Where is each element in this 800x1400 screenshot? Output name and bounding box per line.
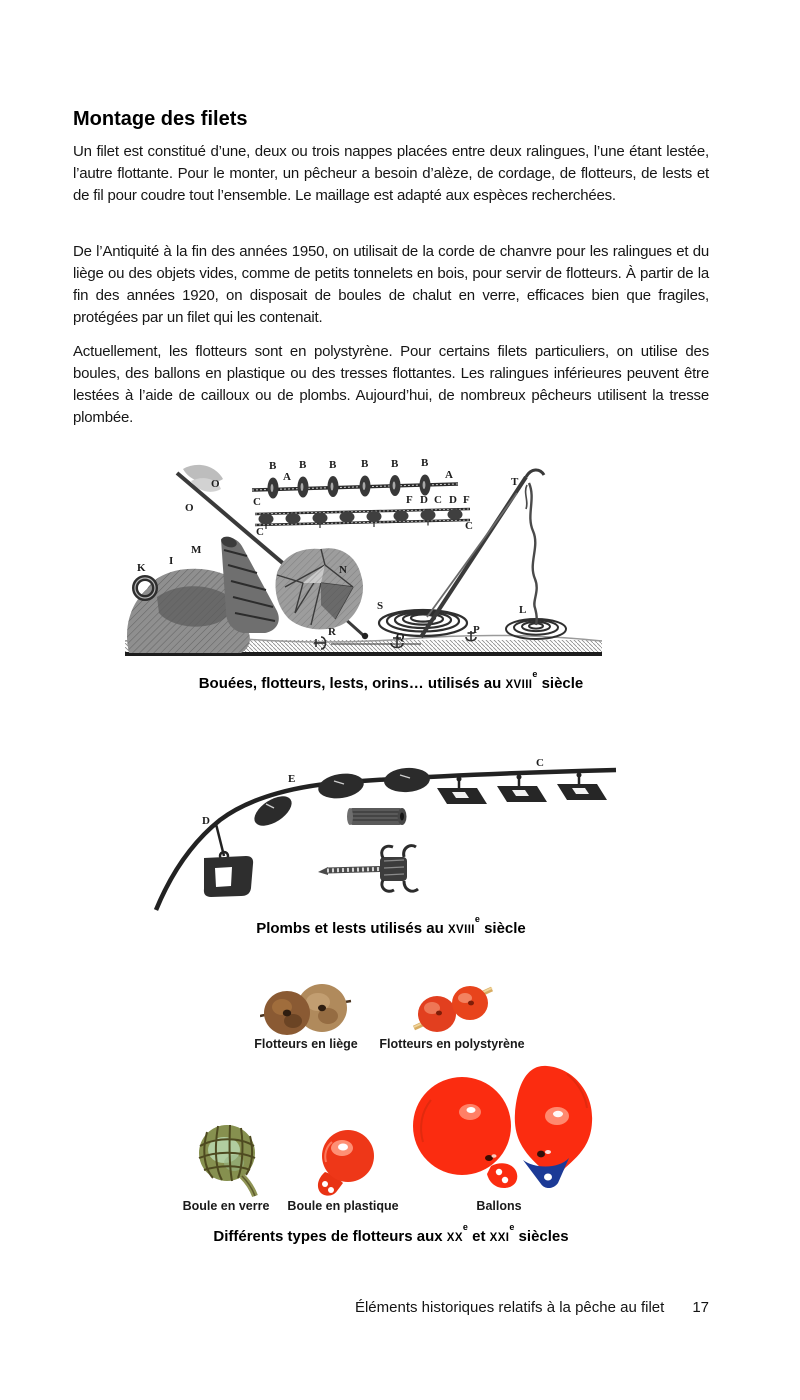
caption-weights-century: XVIII <box>447 924 475 936</box>
running-title: Éléments historiques relatifs à la pêche au filet <box>354 1299 665 1316</box>
polystyrene-floats-photo <box>412 984 494 1036</box>
engraving-letter: F <box>406 494 413 506</box>
engraving-letter: F <box>463 494 470 506</box>
engraving-letter: B <box>329 459 337 471</box>
engraving-letter: C <box>465 520 473 532</box>
engraving-letter: C <box>253 496 261 508</box>
engraving-letter: A <box>283 471 291 483</box>
engraving-letter: C <box>256 526 264 538</box>
engraving-letter: D <box>202 815 210 827</box>
engraving-buoys-figure <box>125 455 602 663</box>
engraving-letter: P <box>473 624 480 636</box>
engraving-letter: D <box>420 494 428 506</box>
caption-weights: Plombs et lests utilisés au XVIIIe siècle <box>256 914 526 937</box>
engraving-letter: I <box>169 555 174 567</box>
engraving-letter: O <box>211 478 220 490</box>
engraving-letter: C <box>434 494 442 506</box>
caption-float-types: Différents types de flotteurs aux XXe et XXIe siècles <box>213 1222 569 1245</box>
caption-float-types-text: Différents types de flotteurs aux <box>213 1228 447 1245</box>
page-footer <box>73 1299 709 1316</box>
engraving-letter: B <box>299 459 307 471</box>
plastic-ball-photo <box>312 1128 378 1198</box>
label-balloons: Ballons <box>476 1199 522 1213</box>
page-number: 17 <box>692 1299 709 1316</box>
engraving-letter: B <box>421 457 429 469</box>
engraving-buoys-image <box>125 455 602 663</box>
engraving-letter: C <box>536 757 544 769</box>
label-polystyrene-floats: Flotteurs en polystyrène <box>379 1037 525 1051</box>
engraving-letter: N <box>339 564 347 576</box>
paragraph-1: Un filet est constitué d’une, deux ou trois nappes placées entre deux ralingues, l’une étant lestée, l’autre flottante. Pour le monter, un pêcheur a besoin d’alèze, de cordage, de flotteurs, de lests et de fil pour coudre tout l’ensemble. Le maillage est adapté aux espèces recherchées. <box>73 143 709 204</box>
paragraph-2: De l’Antiquité à la fin des années 1950, on utilisait de la corde de chanvre pour les ralingues et du liège ou des objets vides, comme de petits tonnelets en bois, pour servir de flotteurs. À partir de la fin des années 1920, on disposait de boules de chalut en verre, efficaces bien que fragiles, protégées par un filet qui les contenait. <box>73 243 709 326</box>
engraving-letter: S <box>377 600 384 612</box>
page-title: Montage des filets <box>73 108 248 130</box>
engraving-letter: A <box>445 469 453 481</box>
caption-buoys-text: Bouées, flotteurs, lests, orins… utilisés au <box>198 675 506 692</box>
engraving-letter: L <box>519 604 527 616</box>
caption-buoys-century: XVIII <box>505 679 533 691</box>
engraving-letter: E <box>288 773 296 785</box>
engraving-weights-image <box>152 758 622 913</box>
balloons-photo <box>407 1062 599 1198</box>
engraving-letter: K <box>137 562 146 574</box>
engraving-letter: M <box>191 544 202 556</box>
engraving-letter: Q <box>396 631 405 643</box>
engraving-letter: B <box>269 460 277 472</box>
label-plastic-ball: Boule en plastique <box>287 1199 399 1213</box>
label-glass-ball: Boule en verre <box>182 1199 270 1213</box>
engraving-letter: T <box>511 476 519 488</box>
engraving-letter: O <box>185 502 194 514</box>
label-cork-floats: Flotteurs en liège <box>254 1037 358 1051</box>
engraving-letter: R <box>328 626 336 638</box>
cork-floats-photo <box>260 982 352 1038</box>
caption-buoys: Bouées, flotteurs, lests, orins… utilisés au XVIIIe siècle <box>198 669 584 692</box>
paragraph-3: Actuellement, les flotteurs sont en polystyrène. Pour certains filets particuliers, on utilise des boules, des ballons en plastique ou des tresses flottantes. Les ralingues inférieures peuvent être lestées à l’aide de cailloux ou de plombs. Aujourd’hui, de nombreux pêcheurs utilisent la tresse plombée. <box>73 343 709 426</box>
engraving-letter: D <box>449 494 457 506</box>
caption-weights-text: Plombs et lests utilisés au <box>256 920 448 937</box>
engraving-letter: B <box>391 458 399 470</box>
glass-ball-photo <box>196 1120 262 1198</box>
engraving-letter: B <box>361 458 369 470</box>
engraving-weights-figure <box>152 758 622 913</box>
